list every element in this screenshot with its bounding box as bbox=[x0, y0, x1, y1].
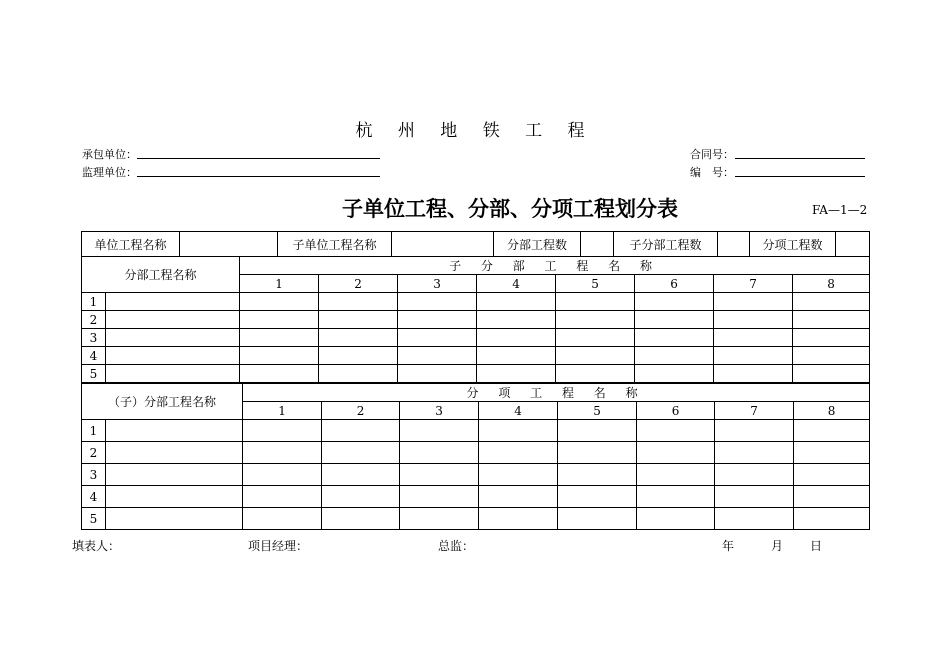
unit-name-value[interactable] bbox=[180, 232, 278, 257]
chief-supervisor-label: 总监： bbox=[438, 539, 475, 553]
sub-unit-name-label: 子单位工程名称 bbox=[278, 232, 392, 257]
cell[interactable] bbox=[714, 347, 793, 365]
cell[interactable] bbox=[637, 464, 715, 486]
month-label: 月 bbox=[771, 539, 784, 553]
contract-no-field[interactable] bbox=[735, 158, 865, 159]
column-header: 7 bbox=[714, 275, 793, 293]
cell[interactable] bbox=[400, 486, 479, 508]
division-table bbox=[81, 256, 870, 383]
sub-unit-name-value[interactable] bbox=[392, 232, 494, 257]
table-row bbox=[82, 347, 870, 365]
column-header: 6 bbox=[635, 275, 714, 293]
cell[interactable] bbox=[558, 486, 637, 508]
cell[interactable] bbox=[714, 329, 793, 347]
table-row bbox=[82, 486, 870, 508]
column-header: 5 bbox=[556, 275, 635, 293]
cell[interactable] bbox=[558, 508, 637, 530]
cell[interactable] bbox=[793, 311, 870, 329]
cell[interactable] bbox=[398, 311, 477, 329]
day-label: 日 bbox=[810, 539, 823, 553]
table-row bbox=[82, 464, 870, 486]
cell[interactable] bbox=[479, 464, 558, 486]
cell[interactable] bbox=[637, 420, 715, 442]
sub-division-count-value[interactable] bbox=[718, 232, 750, 257]
division-count-label: 分部工程数 bbox=[494, 232, 581, 257]
cell[interactable] bbox=[637, 442, 715, 464]
table-row bbox=[82, 508, 870, 530]
cell[interactable] bbox=[477, 293, 556, 311]
contractor-field[interactable] bbox=[137, 158, 380, 159]
cell[interactable] bbox=[319, 347, 398, 365]
cell[interactable] bbox=[106, 486, 243, 508]
cell[interactable] bbox=[479, 442, 558, 464]
cell[interactable] bbox=[240, 329, 319, 347]
cell[interactable] bbox=[793, 365, 870, 383]
cell[interactable] bbox=[319, 365, 398, 383]
cell[interactable] bbox=[322, 508, 400, 530]
cell[interactable] bbox=[635, 293, 714, 311]
cell[interactable] bbox=[556, 329, 635, 347]
unit-name-label: 单位工程名称 bbox=[82, 232, 180, 257]
cell[interactable] bbox=[635, 329, 714, 347]
column-header: 3 bbox=[398, 275, 477, 293]
cell[interactable] bbox=[558, 442, 637, 464]
column-header: 6 bbox=[637, 402, 715, 420]
column-header: 1 bbox=[240, 275, 319, 293]
cell[interactable] bbox=[635, 365, 714, 383]
summary-table bbox=[81, 231, 870, 257]
cell[interactable] bbox=[106, 420, 243, 442]
cell[interactable] bbox=[794, 464, 870, 486]
cell[interactable] bbox=[715, 464, 794, 486]
form-title: 子单位工程、分部、分项工程划分表 bbox=[342, 197, 678, 221]
form-code: FA—1—2 bbox=[812, 203, 868, 217]
row-number: 2 bbox=[82, 311, 106, 329]
cell[interactable] bbox=[477, 311, 556, 329]
item-count-label: 分项工程数 bbox=[750, 232, 836, 257]
item-group-header: 分 项 工 程 名 称 bbox=[243, 384, 870, 402]
cell[interactable] bbox=[556, 347, 635, 365]
cell[interactable] bbox=[794, 442, 870, 464]
cell[interactable] bbox=[106, 329, 240, 347]
sub-division-name-label: （子）分部工程名称 bbox=[82, 384, 243, 420]
cell[interactable] bbox=[243, 464, 322, 486]
cell[interactable] bbox=[243, 508, 322, 530]
cell[interactable] bbox=[106, 442, 243, 464]
cell[interactable] bbox=[106, 293, 240, 311]
row-number: 1 bbox=[82, 293, 106, 311]
cell[interactable] bbox=[479, 486, 558, 508]
filler-label: 填表人： bbox=[72, 539, 121, 553]
column-header: 5 bbox=[558, 402, 637, 420]
column-header: 1 bbox=[243, 402, 322, 420]
cell[interactable] bbox=[558, 420, 637, 442]
cell[interactable] bbox=[556, 311, 635, 329]
cell[interactable] bbox=[400, 464, 479, 486]
cell[interactable] bbox=[479, 508, 558, 530]
cell[interactable] bbox=[714, 311, 793, 329]
cell[interactable] bbox=[794, 486, 870, 508]
row-number: 3 bbox=[82, 464, 106, 486]
cell[interactable] bbox=[715, 508, 794, 530]
cell[interactable] bbox=[637, 508, 715, 530]
division-count-value[interactable] bbox=[581, 232, 614, 257]
cell[interactable] bbox=[793, 293, 870, 311]
cell[interactable] bbox=[479, 420, 558, 442]
cell[interactable] bbox=[322, 420, 400, 442]
column-header: 8 bbox=[794, 402, 870, 420]
cell[interactable] bbox=[400, 420, 479, 442]
cell[interactable] bbox=[400, 442, 479, 464]
item-count-value[interactable] bbox=[836, 232, 870, 257]
cell[interactable] bbox=[793, 347, 870, 365]
column-header: 8 bbox=[793, 275, 870, 293]
cell[interactable] bbox=[714, 365, 793, 383]
cell[interactable] bbox=[794, 508, 870, 530]
cell[interactable] bbox=[240, 365, 319, 383]
cell[interactable] bbox=[714, 293, 793, 311]
cell[interactable] bbox=[319, 311, 398, 329]
cell[interactable] bbox=[106, 311, 240, 329]
cell[interactable] bbox=[715, 486, 794, 508]
table-row bbox=[82, 311, 870, 329]
cell[interactable] bbox=[477, 329, 556, 347]
cell[interactable] bbox=[398, 365, 477, 383]
sub-division-group-header: 子 分 部 工 程 名 称 bbox=[240, 257, 870, 275]
cell[interactable] bbox=[319, 329, 398, 347]
serial-no-label: 编 号： bbox=[690, 166, 734, 179]
cell[interactable] bbox=[240, 293, 319, 311]
serial-no-field[interactable] bbox=[735, 176, 865, 177]
cell[interactable] bbox=[322, 486, 400, 508]
cell[interactable] bbox=[477, 347, 556, 365]
row-number: 3 bbox=[82, 329, 106, 347]
cell[interactable] bbox=[243, 486, 322, 508]
cell[interactable] bbox=[635, 311, 714, 329]
project-manager-label: 项目经理： bbox=[248, 539, 309, 553]
cell[interactable] bbox=[398, 293, 477, 311]
cell[interactable] bbox=[322, 464, 400, 486]
cell[interactable] bbox=[558, 464, 637, 486]
table-row bbox=[82, 293, 870, 311]
year-label: 年 bbox=[722, 539, 735, 553]
row-number: 1 bbox=[82, 420, 106, 442]
cell[interactable] bbox=[637, 486, 715, 508]
cell[interactable] bbox=[319, 293, 398, 311]
cell[interactable] bbox=[794, 420, 870, 442]
cell[interactable] bbox=[635, 347, 714, 365]
cell[interactable] bbox=[400, 508, 479, 530]
cell[interactable] bbox=[556, 365, 635, 383]
cell[interactable] bbox=[106, 365, 240, 383]
contract-no-label: 合同号： bbox=[690, 148, 734, 161]
column-header: 2 bbox=[319, 275, 398, 293]
row-number: 4 bbox=[82, 347, 106, 365]
item-table bbox=[81, 383, 870, 530]
row-number: 5 bbox=[82, 365, 106, 383]
column-header: 4 bbox=[479, 402, 558, 420]
row-number: 4 bbox=[82, 486, 106, 508]
cell[interactable] bbox=[106, 347, 240, 365]
row-number: 2 bbox=[82, 442, 106, 464]
cell[interactable] bbox=[243, 442, 322, 464]
sub-division-count-label: 子分部工程数 bbox=[614, 232, 718, 257]
table-row bbox=[82, 442, 870, 464]
supervisor-field[interactable] bbox=[137, 176, 380, 177]
document-title: 杭 州 地 铁 工 程 bbox=[355, 121, 595, 141]
column-header: 4 bbox=[477, 275, 556, 293]
column-header: 3 bbox=[400, 402, 479, 420]
column-header: 2 bbox=[322, 402, 400, 420]
column-header: 7 bbox=[715, 402, 794, 420]
cell[interactable] bbox=[106, 464, 243, 486]
cell[interactable] bbox=[556, 293, 635, 311]
row-number: 5 bbox=[82, 508, 106, 530]
table-row bbox=[82, 329, 870, 347]
cell[interactable] bbox=[398, 329, 477, 347]
cell[interactable] bbox=[240, 347, 319, 365]
cell[interactable] bbox=[240, 311, 319, 329]
cell[interactable] bbox=[715, 420, 794, 442]
cell[interactable] bbox=[793, 329, 870, 347]
cell[interactable] bbox=[322, 442, 400, 464]
cell[interactable] bbox=[398, 347, 477, 365]
table-row bbox=[82, 420, 870, 442]
supervisor-label: 监理单位： bbox=[82, 166, 137, 179]
table-row bbox=[82, 365, 870, 383]
division-name-label: 分部工程名称 bbox=[82, 257, 240, 293]
contractor-label: 承包单位： bbox=[82, 148, 137, 161]
cell[interactable] bbox=[715, 442, 794, 464]
cell[interactable] bbox=[106, 508, 243, 530]
cell[interactable] bbox=[477, 365, 556, 383]
cell[interactable] bbox=[243, 420, 322, 442]
